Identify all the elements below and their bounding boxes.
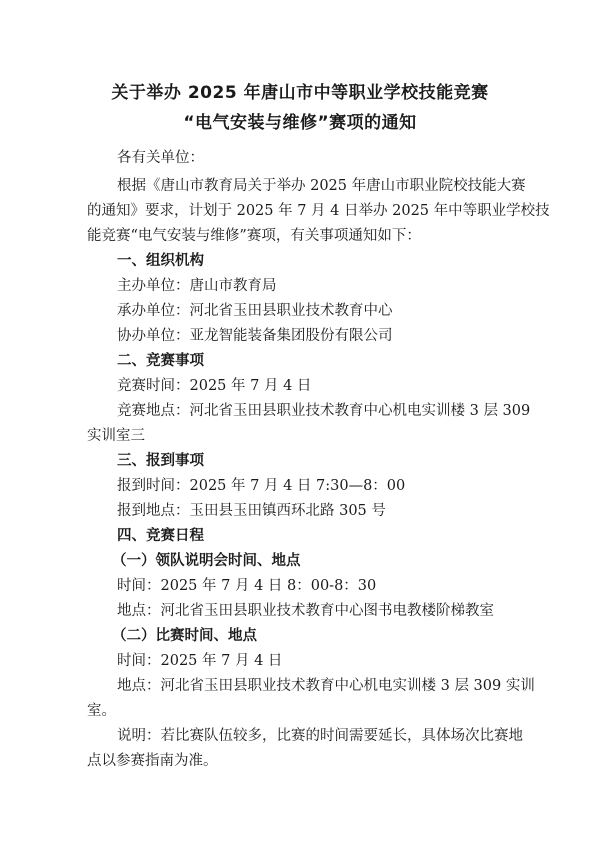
note-line-1: 说明：若比赛队伍较多，比赛的时间需要延长，具体场次比赛地 [117, 728, 523, 744]
competition-time: 竞赛时间：2025 年 7 月 4 日 [117, 378, 312, 394]
organizer: 主办单位：唐山市教育局 [117, 278, 277, 294]
section-1-heading: 一、组织机构 [117, 253, 204, 269]
match-place-line-2: 室。 [87, 703, 116, 719]
intro-line-1: 根据《唐山市教育局关于举办 2025 年唐山市职业院校技能大赛 [117, 178, 526, 194]
title-line-1: 关于举办 2025 年唐山市中等职业学校技能竞赛 [111, 83, 489, 103]
section-2-heading: 二、竞赛事项 [117, 353, 204, 369]
briefing-time: 时间：2025 年 7 月 4 日 8：00-8：30 [117, 578, 377, 594]
checkin-place: 报到地点：玉田县玉田镇西环北路 305 号 [117, 503, 386, 519]
competition-place-line-2: 实训室三 [87, 428, 145, 444]
subsection-2-heading: （二）比赛时间、地点 [112, 628, 257, 644]
competition-place-line-1: 竞赛地点：河北省玉田县职业技术教育中心机电实训楼 3 层 309 [117, 403, 531, 419]
title-line-2: “电气安装与维修”赛项的通知 [183, 113, 417, 133]
match-place-line-1: 地点：河北省玉田县职业技术教育中心机电实训楼 3 层 309 实训 [117, 678, 535, 694]
section-3-heading: 三、报到事项 [117, 453, 204, 469]
salutation: 各有关单位： [117, 150, 204, 166]
match-time: 时间：2025 年 7 月 4 日 [117, 653, 283, 669]
host-unit: 承办单位：河北省玉田县职业技术教育中心 [117, 303, 393, 319]
co-organizer: 协办单位：亚龙智能装备集团股份有限公司 [117, 328, 393, 344]
briefing-place: 地点：河北省玉田县职业技术教育中心图书电教楼阶梯教室 [117, 603, 494, 619]
checkin-time: 报到时间：2025 年 7 月 4 日 7:30—8：00 [117, 478, 406, 494]
intro-line-3: 能竞赛“电气安装与维修”赛项，有关事项通知如下： [87, 228, 421, 244]
intro-line-2: 的通知》要求，计划于 2025 年 7 月 4 日举办 2025 年中等职业学校技 [87, 203, 550, 219]
note-line-2: 点以参赛指南为准。 [87, 753, 218, 769]
section-4-heading: 四、竞赛日程 [117, 528, 204, 544]
subsection-1-heading: （一）领队说明会时间、地点 [112, 553, 301, 569]
